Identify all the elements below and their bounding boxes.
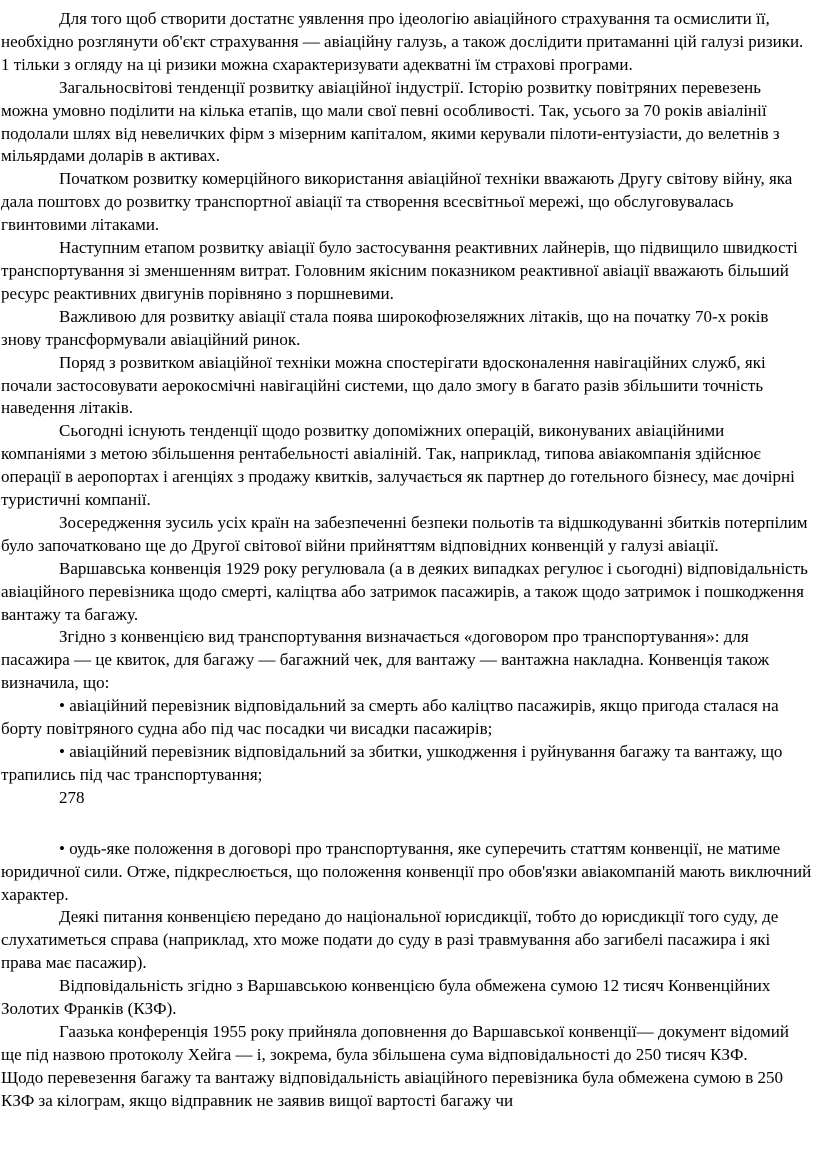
paragraph: Загальносвітові тенденції розвитку авіаційної індустрії. Історію розвитку повітряних перевезень можна умовно поділити на кілька етапів, що мали свої певні особливості. Так, усього за 70 років авіалінії подолали шлях від невеличких фірм з мізерним капіталом, якими керували пілоти-ентузіасти, до велетнів з мільярдами доларів в активах. <box>1 77 780 166</box>
paragraph: Для того щоб створити достатнє уявлення про ідеологію авіаційного страхування та осмислити її, необхідно розглянути об'єкт страхування — авіаційну галузь, а також дослідити притаманні цій галузі ризики. 1 тільки з огляду на ці ризики можна схарактеризувати адекватні їм страхові програми. <box>1 9 804 74</box>
paragraph: Початком розвитку комерційного використання авіаційної техніки вважають Другу світову війну, яка дала поштовх до розвитку транспортної авіації та створення всесвітньої мережі, що обслуговувалась гвинтовими літаками. <box>1 169 793 235</box>
paragraph: Поряд з розвитком авіаційної техніки можна спостерігати вдосконалення навігаційних служб, які почали застосовувати аерокосмічні навігаційні системи, що дало змогу в багато разів збільшити точність наведення літаків. <box>1 352 766 418</box>
paragraph: • авіаційний перевізник відповідальний за збитки, ушкодження і руйнування багажу та вантажу, що трапились під час транспортування; <box>1 742 783 784</box>
paragraph: Деякі питання конвенцією передано до національної юрисдикції, тобто до юрисдикції того суду, де слухатиметься справа (наприклад, хто може подати до суду в разі травмування або загибелі пасажира і які права має пасажир). <box>1 907 779 973</box>
paragraph: Важливою для розвитку авіації стала поява широкофюзеляжних літаків, що на початку 70-х років знову трансформували авіаційний ринок. <box>1 306 769 349</box>
text-block-before-page-number <box>1 8 812 787</box>
paragraph: Відповідальність згідно з Варшавською конвенцією була обмежена сумою 12 тисяч Конвенційних Золотих Франків (КЗФ). <box>1 976 771 1019</box>
paragraph: Гаазька конференція 1955 року прийняла доповнення до Варшавської конвенції— документ відомий ще під назвою протоколу Хейга — і, зокрема, була збільшена сума відповідальності до 250 тисяч КЗФ. <box>1 1021 789 1064</box>
paragraph: Сьогодні існують тенденції щодо розвитку допоміжних операцій, виконуваних авіаційними компаніями з метою збільшення рентабельності авіаліній. Так, наприклад, типова авіакомпанія здійснює операції в аеропортах і агенціях з продажу квитків, залучається як партнер до готельного бізнесу, має дочірні туристичні компанії. <box>1 421 795 510</box>
paragraph: Згідно з конвенцією вид транспортування визначається «договором про транспортування»: для пасажира — це квиток, для багажу — багажний чек, для вантажу — вантажна накладна. Конвенція також визначила, що: <box>1 627 770 693</box>
text-block-after-page-number <box>1 838 812 1113</box>
paragraph: • авіаційний перевізник відповідальний за смерть або каліцтво пасажирів, якщо пригода сталася на борту повітряного судна або під час посадки чи висадки пасажирів; <box>1 696 779 739</box>
page-number: 278 <box>59 787 85 807</box>
paragraph: Наступним етапом розвитку авіації було застосування реактивних лайнерів, що підвищило швидкості транспортування зі зменшенням витрат. Головним якісним показником реактивної авіації вважають більший ресурс реактивних двигунів порівняно з поршневими. <box>1 238 798 303</box>
paragraph: • оудь-яке положення в договорі про транспортування, яке суперечить статтям конвенції, не матиме юридичної сили. Отже, підкреслюється, що положення конвенції про обов'язки авіакомпаній мають виключний характер. <box>1 838 812 904</box>
paragraph: Варшавська конвенція 1929 року регулювала (а в деяких випадках регулює і сьогодні) відповідальність авіаційного перевізника щодо смерті, каліцтва або затримок пасажирів, а також щодо затримок і пошкодження вантажу та багажу. <box>1 558 808 624</box>
paragraph: Зосередження зусиль усіх країн на забезпеченні безпеки польотів та відшкодуванні збитків потерпілим було започатковано ще до Другої світової війни прийняттям відповідних конвенцій у галузі авіації. <box>1 512 808 555</box>
paragraph: Щодо перевезення багажу та вантажу відповідальність авіаційного перевізника була обмежена сумою в 250 КЗФ за кілограм, якщо відправник не заявив вищої вартості багажу чи <box>1 1067 784 1110</box>
page-break-spacer <box>1 810 812 838</box>
